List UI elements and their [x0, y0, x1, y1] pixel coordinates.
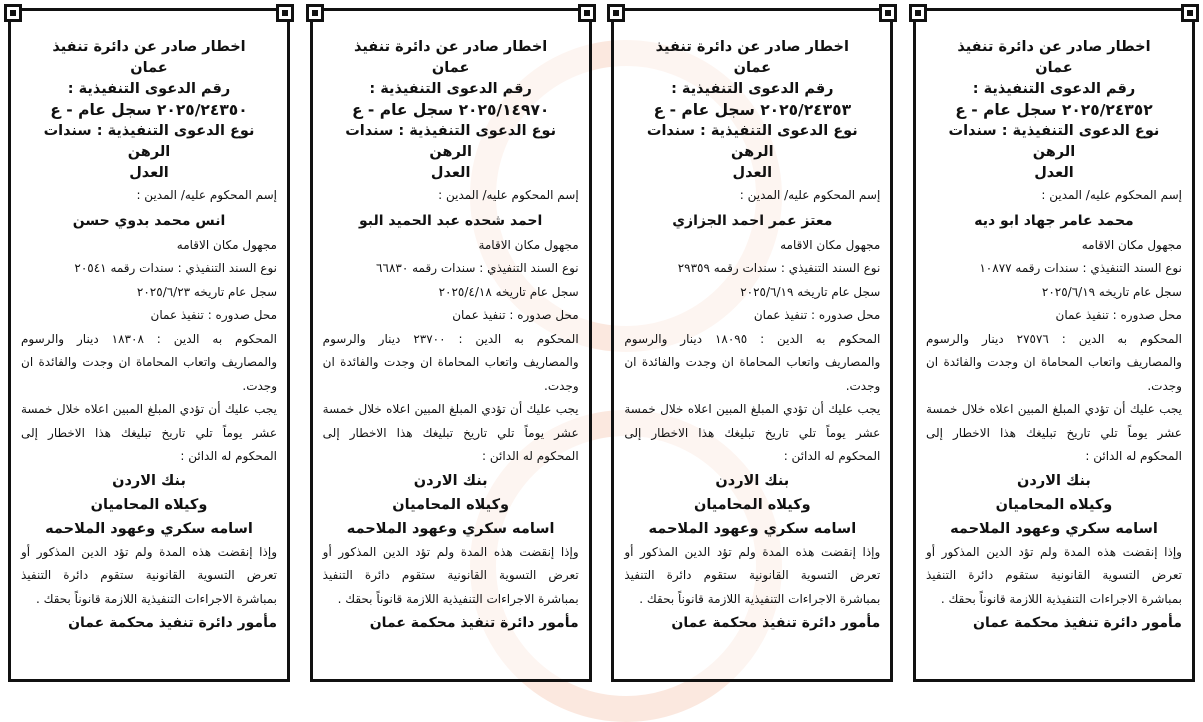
creditor-agents-label: وكيلاه المحاميان [392, 496, 510, 513]
deed-date: سجل عام تاريخه ٢٠٢٥/٦/١٩ [1041, 284, 1182, 299]
debtor-name: احمد شحده عبد الحميد البو [359, 212, 543, 229]
execution-notice [913, 8, 1195, 682]
signature: مأمور دائرة تنفيذ محكمة عمان [369, 615, 579, 631]
case-label: رقم الدعوى التنفيذية : [369, 81, 532, 97]
creditor-agents-label: وكيلاه المحاميان [90, 496, 208, 513]
case-number: ٢٠٢٥/١٤٩٧٠ سجل عام - ع [351, 101, 550, 119]
creditor-name: بنك الاردن [413, 472, 488, 489]
case-type-cont: العدل [129, 165, 169, 181]
debt-amount: المحكوم به الدين : ٢٣٧٠٠ دينار والرسوم والمصاريف واتعاب المحاماة ان وجدت والفائدة ان وجدت. [322, 331, 579, 393]
residence-status: مجهول مكان الاقامه [780, 237, 881, 252]
notice-title-city: عمان [130, 60, 168, 76]
warning-text: وإذا إنقضت هذه المدة ولم تؤد الدين المذكور أو تعرض التسوية القانونية ستقوم دائرة التنفيذ بمباشرة الاجراءات التنفيذية اللازمة قانوناً بحقك . [925, 544, 1182, 606]
creditor-agents: اسامه سكري وعهود الملاحمه [950, 520, 1158, 537]
notice-title-city: عمان [431, 60, 470, 76]
debtor-name: انس محمد بدوي حسن [72, 212, 226, 229]
signature: مأمور دائرة تنفيذ محكمة عمان [68, 615, 277, 631]
corner-ornament-icon [1181, 4, 1199, 22]
case-type: نوع الدعوى التنفيذية : سندات الرهن [948, 123, 1160, 160]
execution-notice [8, 8, 290, 682]
corner-ornament-icon [607, 4, 625, 22]
notice-title: اخطار صادر عن دائرة تنفيذ [655, 39, 849, 55]
notice-title: اخطار صادر عن دائرة تنفيذ [354, 39, 548, 55]
warning-text: وإذا إنقضت هذه المدة ولم تؤد الدين المذكور أو تعرض التسوية القانونية ستقوم دائرة التنفيذ بمباشرة الاجراءات التنفيذية اللازمة قانوناً بحقك . [21, 544, 277, 606]
deed-date: سجل عام تاريخه ٢٠٢٥/٦/٢٣ [136, 284, 277, 299]
signature: مأمور دائرة تنفيذ محكمة عمان [973, 615, 1182, 631]
payment-obligation: يجب عليك أن تؤدي المبلغ المبين اعلاه خلال خمسة عشر يوماً تلي تاريخ تبليغك هذا الاخطار إلى المحكوم له الدائن : [925, 402, 1182, 463]
notice-title-city: عمان [1035, 60, 1073, 76]
corner-ornament-icon [909, 4, 927, 22]
corner-ornament-icon [4, 4, 22, 22]
creditor-agents-label: وكيلاه المحاميان [693, 496, 811, 513]
payment-obligation: يجب عليك أن تؤدي المبلغ المبين اعلاه خلال خمسة عشر يوماً تلي تاريخ تبليغك هذا الاخطار إلى المحكوم له الدائن : [322, 402, 579, 463]
residence-status: مجهول مكان الاقامة [478, 237, 579, 252]
creditor-name: بنك الاردن [112, 472, 186, 489]
case-number: ٢٠٢٥/٢٤٣٥٣ سجل عام - ع [653, 101, 852, 119]
case-label: رقم الدعوى التنفيذية : [671, 81, 834, 97]
corner-ornament-icon [578, 4, 596, 22]
execution-notice [611, 8, 893, 682]
case-type: نوع الدعوى التنفيذية : سندات الرهن [345, 123, 557, 160]
deed-type: نوع السند التنفيذي : سندات رقمه ٢٠٥٤١ [74, 261, 277, 275]
notice-title: اخطار صادر عن دائرة تنفيذ [52, 39, 246, 55]
case-number: ٢٠٢٥/٢٤٣٥٠ سجل عام - ع [50, 101, 248, 119]
deed-type: نوع السند التنفيذي : سندات رقمه ٦٦٨٣٠ [376, 261, 579, 275]
deed-date: سجل عام تاريخه ٢٠٢٥/٤/١٨ [438, 284, 579, 299]
creditor-agents: اسامه سكري وعهود الملاحمه [648, 520, 857, 537]
deed-type: نوع السند التنفيذي : سندات رقمه ٢٩٣٥٩ [677, 261, 881, 275]
case-number: ٢٠٢٥/٢٤٣٥٢ سجل عام - ع [955, 101, 1153, 119]
issued-at: محل صدوره : تنفيذ عمان [452, 308, 579, 322]
case-type: نوع الدعوى التنفيذية : سندات الرهن [43, 123, 255, 160]
case-type-cont: العدل [732, 165, 773, 181]
corner-ornament-icon [306, 4, 324, 22]
debtor-name: محمد عامر جهاد ابو ديه [974, 212, 1134, 229]
debtor-label: إسم المحكوم عليه/ المدين : [136, 188, 277, 202]
notice-title: اخطار صادر عن دائرة تنفيذ [957, 39, 1151, 55]
residence-status: مجهول مكان الاقامه [1081, 237, 1182, 252]
creditor-name: بنك الاردن [715, 472, 790, 489]
case-type-cont: العدل [430, 165, 471, 181]
creditor-agents: اسامه سكري وعهود الملاحمه [346, 520, 555, 537]
debtor-name: معتز عمر احمد الجزازي [672, 212, 833, 229]
notice-title-city: عمان [733, 60, 772, 76]
corner-ornament-icon [276, 4, 294, 22]
warning-text: وإذا إنقضت هذه المدة ولم تؤد الدين المذكور أو تعرض التسوية القانونية ستقوم دائرة التنفيذ بمباشرة الاجراءات التنفيذية اللازمة قانوناً بحقك . [322, 544, 579, 606]
signature: مأمور دائرة تنفيذ محكمة عمان [671, 615, 881, 631]
deed-date: سجل عام تاريخه ٢٠٢٥/٦/١٩ [740, 284, 881, 299]
issued-at: محل صدوره : تنفيذ عمان [753, 308, 881, 322]
issued-at: محل صدوره : تنفيذ عمان [1055, 308, 1182, 322]
case-type-cont: العدل [1034, 165, 1074, 181]
case-type: نوع الدعوى التنفيذية : سندات الرهن [646, 123, 858, 160]
residence-status: مجهول مكان الاقامه [176, 237, 277, 252]
debtor-label: إسم المحكوم عليه/ المدين : [1041, 188, 1182, 202]
debt-amount: المحكوم به الدين : ١٨٣٠٨ دينار والرسوم والمصاريف واتعاب المحاماة ان وجدت والفائدة ان وجدت. [21, 331, 277, 393]
creditor-agents: اسامه سكري وعهود الملاحمه [45, 520, 253, 537]
execution-notice [310, 8, 592, 682]
creditor-agents-label: وكيلاه المحاميان [995, 496, 1113, 513]
warning-text: وإذا إنقضت هذه المدة ولم تؤد الدين المذكور أو تعرض التسوية القانونية ستقوم دائرة التنفيذ بمباشرة الاجراءات التنفيذية اللازمة قانوناً بحقك . [624, 544, 881, 606]
case-label: رقم الدعوى التنفيذية : [972, 81, 1136, 97]
payment-obligation: يجب عليك أن تؤدي المبلغ المبين اعلاه خلال خمسة عشر يوماً تلي تاريخ تبليغك هذا الاخطار إلى المحكوم له الدائن : [624, 402, 881, 463]
case-label: رقم الدعوى التنفيذية : [67, 81, 231, 97]
debtor-label: إسم المحكوم عليه/ المدين : [438, 188, 579, 202]
debt-amount: المحكوم به الدين : ٢٧٥٧٦ دينار والرسوم والمصاريف واتعاب المحاماة ان وجدت والفائدة ان وجدت. [925, 331, 1182, 393]
debtor-label: إسم المحكوم عليه/ المدين : [739, 188, 881, 202]
issued-at: محل صدوره : تنفيذ عمان [150, 308, 277, 322]
notices-row [8, 8, 1195, 688]
payment-obligation: يجب عليك أن تؤدي المبلغ المبين اعلاه خلال خمسة عشر يوماً تلي تاريخ تبليغك هذا الاخطار إلى المحكوم له الدائن : [21, 402, 277, 463]
debt-amount: المحكوم به الدين : ١٨٠٩٥ دينار والرسوم والمصاريف واتعاب المحاماة ان وجدت والفائدة ان وجدت. [624, 331, 881, 393]
corner-ornament-icon [879, 4, 897, 22]
creditor-name: بنك الاردن [1017, 472, 1091, 489]
deed-type: نوع السند التنفيذي : سندات رقمه ١٠٨٧٧ [979, 261, 1182, 275]
